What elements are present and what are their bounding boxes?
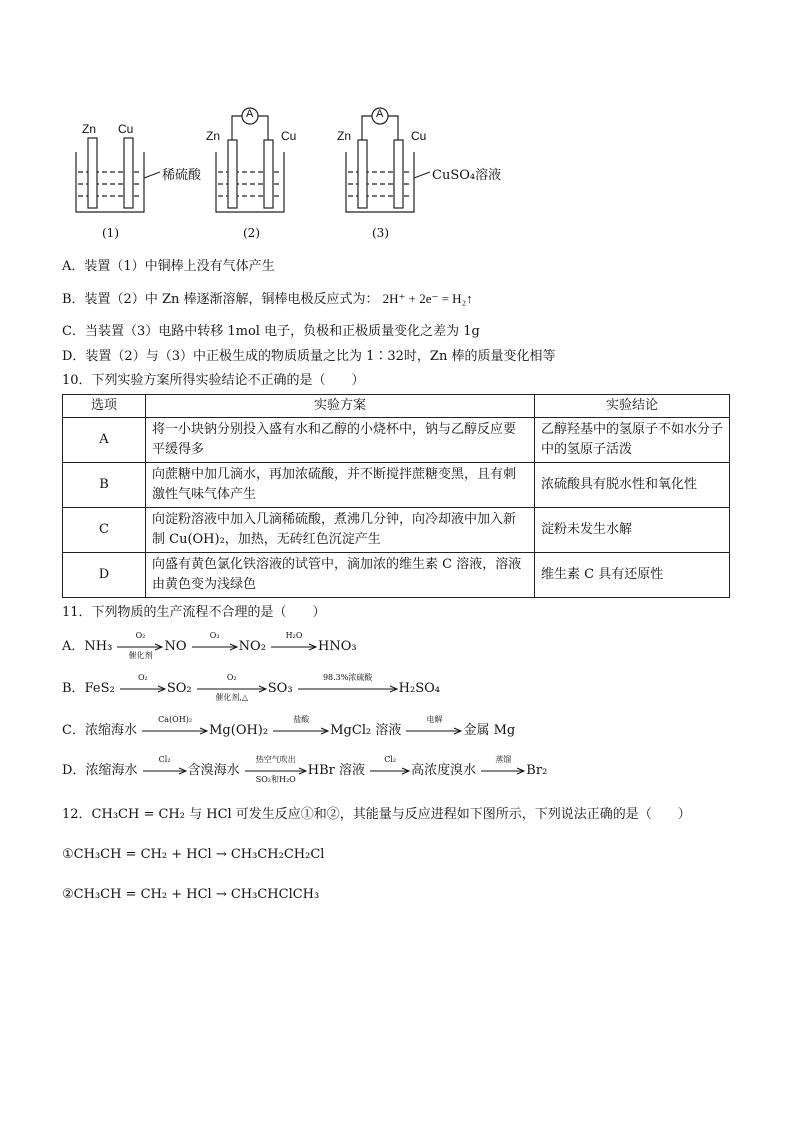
- zn-label-2: Zn: [206, 129, 221, 143]
- species: 浓缩海水: [84, 723, 137, 738]
- table-header: 实验结论: [535, 395, 730, 418]
- q11-stem: 11．下列物质的生产流程不合理的是（ ）: [62, 605, 326, 620]
- species: H₂SO₄: [398, 681, 440, 696]
- species: MgCl₂ 溶液: [330, 723, 402, 738]
- caption-3: (3): [372, 226, 389, 240]
- species: FeS₂: [84, 681, 115, 696]
- arrow-condition-bottom: 催化剂: [128, 650, 153, 660]
- solution-label: CuSO₄溶液: [432, 168, 502, 183]
- species: 含溴海水: [187, 763, 240, 778]
- q10-table: [62, 394, 730, 598]
- table-row: [63, 508, 730, 553]
- q9-option-d: D．装置（2）与（3）中正极生成的物质质量之比为 1∶32时，Zn 棒的质量变化相等: [62, 349, 556, 364]
- arrow-condition-top: Ca(OH)₂: [158, 714, 193, 724]
- species: 浓缩海水: [85, 763, 138, 778]
- cu-label-3: Cu: [411, 129, 427, 143]
- cu-label-2: Cu: [281, 129, 297, 143]
- species: NH₃: [84, 639, 113, 654]
- table-header-row: [63, 395, 730, 418]
- reaction-arrow: [120, 672, 166, 693]
- table-cell-option: D: [63, 553, 146, 598]
- q11-option-d: [62, 754, 548, 784]
- reaction-arrow: [143, 754, 187, 775]
- species: 金属 Mg: [463, 723, 516, 738]
- table-row: [63, 553, 730, 598]
- table-cell-plan: 向盛有黄色氯化铁溶液的试管中，滴加浓的维生素 C 溶液，溶液由黄色变为浅绿色: [146, 553, 535, 598]
- q9-option-b-text: B．装置（2）中 Zn 棒逐渐溶解，铜棒电极反应式为：: [62, 292, 379, 307]
- species: NO: [164, 639, 187, 654]
- option-label: A．: [62, 639, 85, 654]
- q11-option-b: [62, 672, 440, 702]
- reaction-arrow: [481, 754, 525, 775]
- table-header: 选项: [63, 395, 146, 418]
- reaction-arrow: [298, 672, 398, 693]
- arrow-condition-top: 98.3%浓硫酸: [322, 672, 373, 682]
- species: NO₂: [238, 639, 266, 654]
- arrow-condition-top: 盐酸: [293, 714, 310, 724]
- reaction-arrow: [271, 630, 317, 651]
- q12-reaction-2: ②CH₃CH = CH₂ + HCl → CH₃CHClCH₃: [62, 887, 320, 902]
- option-label: C．: [62, 723, 85, 738]
- table-cell-plan: 向淀粉溶液中加入几滴稀硫酸，煮沸几分钟，向冷却液中加入新制 Cu(OH)₂，加热，无砖红色沉淀产生: [146, 508, 535, 553]
- reaction-arrow: [273, 714, 329, 735]
- table-cell-conclusion: 淀粉未发生水解: [535, 508, 730, 553]
- species: HNO₃: [318, 639, 357, 654]
- caption-2: (2): [243, 226, 260, 240]
- ammeter-icon: A: [246, 108, 254, 120]
- table-cell-conclusion: 维生素 C 具有还原性: [535, 553, 730, 598]
- arrow-condition-top: 热空气吹出: [255, 754, 296, 764]
- reaction-arrow: [117, 630, 163, 660]
- table-cell-option: A: [63, 418, 146, 463]
- q9-option-b: [62, 290, 473, 309]
- species: Br₂: [526, 763, 548, 778]
- option-label: B．: [62, 681, 85, 696]
- ammeter-icon: A: [376, 108, 384, 120]
- species: HBr 溶液: [307, 763, 365, 778]
- cu-label-1: Cu: [118, 122, 134, 136]
- table-cell-plan: 向蔗糖中加几滴水，再加浓硫酸，并不断搅拌蔗糖变黑，且有刺激性气味气体产生: [146, 463, 535, 508]
- reaction-arrow: [142, 714, 208, 735]
- arrow-condition-top: O₂: [135, 630, 146, 640]
- q12-reaction-1: ①CH₃CH = CH₂ + HCl → CH₃CH₂CH₂Cl: [62, 847, 325, 862]
- table-header: 实验方案: [146, 395, 535, 418]
- species: SO₂: [166, 681, 192, 696]
- q9-option-a: A．装置（1）中铜棒上没有气体产生: [62, 259, 275, 274]
- arrow-condition-bottom: SO₂和H₂O: [255, 774, 296, 784]
- arrow-condition-top: Cl₂: [384, 754, 397, 764]
- zn-label-1: Zn: [82, 122, 97, 136]
- table-cell-conclusion: 乙醇羟基中的氢原子不如水分子中的氢原子活泼: [535, 418, 730, 463]
- q9-option-c: C．当装置（3）电路中转移 1mol 电子，负极和正极质量变化之差为 1g: [62, 324, 480, 339]
- species: SO₃: [267, 681, 293, 696]
- arrow-condition-top: 电解: [426, 714, 443, 724]
- reaction-arrow: [406, 714, 462, 735]
- arrow-condition-top: O₂: [137, 672, 148, 682]
- arrow-condition-top: O₂: [209, 630, 220, 640]
- table-cell-option: C: [63, 508, 146, 553]
- q9-option-b-formula: 2H⁺ + 2e⁻ = H₂↑: [382, 291, 473, 306]
- arrow-condition-top: Cl₂: [158, 754, 171, 764]
- reaction-arrow: [192, 630, 238, 651]
- table-cell-conclusion: 浓硫酸具有脱水性和氧化性: [535, 463, 730, 508]
- option-label: D．: [62, 763, 86, 778]
- q12-stem: 12．CH₃CH = CH₂ 与 HCl 可发生反应①和②，其能量与反应进程如下图所示，下列说法正确的是（ ）: [62, 807, 691, 822]
- reaction-arrow: [370, 754, 410, 775]
- species: Mg(OH)₂: [209, 723, 269, 738]
- reaction-arrow: [197, 672, 267, 702]
- table-cell-plan: 将一小块钠分别投入盛有水和乙醇的小烧杯中，钠与乙醇反应要平缓得多: [146, 418, 535, 463]
- arrow-condition-top: O₂: [226, 672, 237, 682]
- caption-1: (1): [102, 226, 119, 240]
- q10-stem: 10．下列实验方案所得实验结论不正确的是（ ）: [62, 373, 365, 388]
- acid-label: 稀硫酸: [162, 168, 202, 183]
- table-row: [63, 418, 730, 463]
- table-cell-option: B: [63, 463, 146, 508]
- arrow-condition-top: H₂O: [285, 630, 303, 640]
- q11-option-a: [62, 630, 357, 660]
- zn-label-3: Zn: [337, 129, 352, 143]
- reaction-arrow: [245, 754, 307, 784]
- arrow-condition-top: 蒸馏: [495, 754, 512, 764]
- arrow-condition-bottom: 催化剂,△: [215, 692, 249, 702]
- species: 高浓度溴水: [411, 763, 477, 778]
- table-row: [63, 463, 730, 508]
- q11-option-c: [62, 714, 516, 740]
